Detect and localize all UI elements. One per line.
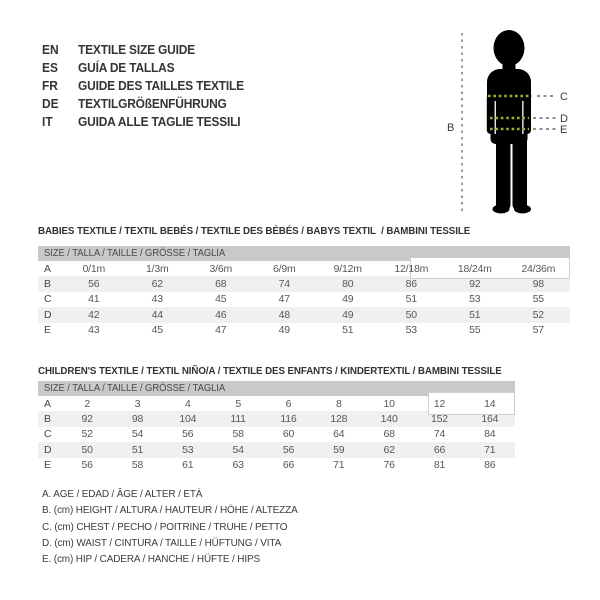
size-cell: 56: [81, 459, 93, 472]
size-cell: 61: [182, 459, 194, 472]
size-cell: 51: [405, 293, 417, 306]
size-cell: 104: [179, 413, 197, 426]
size-cell: 98: [131, 413, 144, 426]
size-cell: 54: [131, 428, 144, 441]
language-label: TEXTILE SIZE GUIDE: [78, 42, 195, 57]
table-row: [38, 458, 515, 473]
size-cell: 56: [88, 278, 100, 291]
size-cell: 76: [383, 459, 395, 472]
size-cell: 46: [215, 308, 227, 321]
table-row: [38, 396, 515, 411]
size-cell: 45: [215, 293, 227, 306]
size-cell: 43: [88, 324, 100, 337]
table-header-label: SIZE / TALLA / TAILLE / GRÖSSE / TAGLIA: [44, 248, 226, 259]
babies-table: [38, 246, 570, 338]
size-cell: 2: [84, 397, 90, 410]
language-label: GUIDE DES TAILLES TEXTILE: [78, 78, 244, 93]
language-row: [42, 41, 258, 59]
size-cell: 62: [151, 278, 163, 291]
language-label: GUÍA DE TALLAS: [78, 60, 175, 75]
size-cell: 68: [215, 278, 227, 291]
size-cell: 62: [383, 443, 395, 456]
legend-line: B. (cm) HEIGHT / ALTURA / HAUTEUR / HÖHE / ALTEZZA: [42, 504, 298, 517]
size-cell: 54: [232, 443, 244, 456]
language-code: EN: [42, 42, 59, 57]
size-cell: 47: [215, 324, 227, 337]
size-cell: 8: [335, 397, 342, 410]
silhouette-shape: [487, 30, 531, 214]
table-row: [38, 276, 570, 291]
size-cell: 53: [405, 324, 417, 337]
size-cell: 3/6m: [209, 262, 233, 275]
size-cell: 64: [333, 428, 345, 441]
size-cell: 92: [81, 413, 93, 426]
language-list: [42, 41, 258, 131]
size-cell: 58: [232, 428, 244, 441]
row-label: B: [44, 413, 52, 426]
language-code: DE: [42, 96, 59, 111]
language-code: ES: [42, 60, 58, 75]
table-row: [38, 442, 515, 457]
size-cell: 48: [278, 308, 290, 321]
size-cell: 51: [469, 308, 481, 321]
size-cell: 49: [278, 324, 290, 337]
size-cell: 84: [484, 428, 496, 441]
size-cell: 44: [151, 308, 163, 321]
table-body: [38, 396, 515, 473]
table-body: [38, 261, 570, 338]
size-cell: 80: [342, 278, 354, 291]
size-cell: 52: [81, 428, 93, 441]
size-cell: 12: [433, 397, 446, 410]
legend-line: E. (cm) HIP / CADERA / HANCHE / HÜFTE / HIPS: [42, 553, 261, 566]
legend-line: C. (cm) CHEST / PECHO / POITRINE / TRUHE / PETTO: [42, 520, 288, 533]
language-code: FR: [42, 78, 58, 93]
size-cell: 9/12m: [333, 262, 362, 275]
size-cell: 42: [88, 308, 100, 321]
size-cell: 59: [333, 443, 345, 456]
size-cell: 74: [433, 428, 446, 441]
size-cell: 66: [282, 459, 295, 472]
children-section-title: CHILDREN'S TEXTILE / TEXTIL NIÑO/A / TEXTILE DES ENFANTS / KINDERTEXTIL / BAMBINI TESSILE: [38, 365, 502, 377]
size-cell: 81: [433, 459, 446, 472]
size-cell: 56: [282, 443, 295, 456]
row-label: B: [44, 278, 52, 291]
child-silhouette-figure: [440, 25, 585, 225]
size-cell: 164: [481, 413, 499, 426]
row-label: A: [44, 397, 52, 410]
size-cell: 92: [469, 278, 481, 291]
chest-label: C: [560, 91, 568, 103]
children-table: [38, 381, 515, 473]
language-label: GUIDA ALLE TAGLIE TESSILI: [78, 114, 241, 129]
language-row: [42, 113, 258, 131]
language-row: [42, 59, 258, 77]
size-cell: 51: [131, 443, 144, 456]
size-cell: 50: [405, 308, 417, 321]
row-label: D: [44, 443, 52, 456]
size-cell: 45: [151, 324, 163, 337]
size-cell: 57: [532, 324, 544, 337]
row-label: A: [44, 262, 52, 275]
row-label: E: [44, 324, 52, 337]
size-cell: 66: [433, 443, 446, 456]
table-header-label: SIZE / TALLA / TAILLE / GRÖSSE / TAGLIA: [44, 383, 226, 394]
size-cell: 71: [484, 443, 496, 456]
size-cell: 50: [81, 443, 93, 456]
table-row: [38, 292, 570, 307]
language-row: [42, 95, 258, 113]
legend-line: D. (cm) WAIST / CINTURA / TAILLE / HÜFTUNG / VITA: [42, 536, 282, 549]
size-cell: 68: [383, 428, 395, 441]
size-cell: 111: [230, 413, 246, 426]
hip-label: E: [560, 124, 568, 136]
size-cell: 86: [405, 278, 417, 291]
table-row: [38, 427, 515, 442]
size-cell: 53: [182, 443, 194, 456]
size-cell: 12/18m: [394, 262, 429, 275]
size-cell: 49: [342, 308, 354, 321]
height-label: B: [447, 122, 455, 134]
size-cell: 56: [182, 428, 194, 441]
size-cell: 152: [431, 413, 448, 426]
size-cell: 41: [88, 293, 100, 306]
size-cell: 140: [380, 413, 398, 426]
size-cell: 4: [185, 397, 191, 410]
row-label: D: [44, 308, 52, 321]
size-cell: 116: [280, 413, 297, 426]
size-cell: 74: [278, 278, 290, 291]
size-cell: 49: [342, 293, 354, 306]
size-cell: 55: [532, 293, 544, 306]
size-cell: 52: [532, 308, 544, 321]
size-cell: 128: [330, 413, 348, 426]
language-code: IT: [42, 114, 53, 129]
waist-label: D: [560, 113, 568, 125]
size-cell: 6: [285, 397, 292, 410]
row-label: C: [44, 293, 52, 306]
size-cell: 24/36m: [521, 262, 556, 275]
size-cell: 3: [134, 397, 141, 410]
size-cell: 0/1m: [82, 262, 106, 275]
size-cell: 51: [342, 324, 354, 337]
legend-line: A. AGE / EDAD / ÂGE / ALTER / ETÀ: [42, 488, 203, 500]
row-label: E: [44, 459, 52, 472]
language-row: [42, 77, 258, 95]
size-cell: 47: [278, 293, 290, 306]
size-cell: 55: [469, 324, 481, 337]
size-cell: 60: [282, 428, 295, 441]
table-row: [38, 307, 570, 322]
babies-section-title: BABIES TEXTILE / TEXTIL BEBÉS / TEXTILE DES BÉBÉS / BABYS TEXTIL / BAMBINI TESSILE: [38, 225, 471, 237]
size-cell: 58: [131, 459, 144, 472]
size-cell: 98: [532, 278, 544, 291]
size-cell: 63: [232, 459, 244, 472]
size-cell: 43: [151, 293, 163, 306]
table-row: [38, 323, 570, 338]
size-cell: 14: [484, 397, 496, 410]
size-cell: 53: [469, 293, 481, 306]
size-cell: 10: [383, 397, 395, 410]
size-cell: 86: [484, 459, 496, 472]
table-row: [38, 411, 515, 426]
language-label: TEXTILGRÖßENFÜHRUNG: [78, 96, 227, 111]
legend-list: [42, 486, 311, 567]
table-row: [38, 261, 570, 276]
row-label: C: [44, 428, 52, 441]
size-cell: 1/3m: [145, 262, 169, 275]
size-cell: 5: [235, 397, 241, 410]
size-cell: 71: [333, 459, 345, 472]
size-cell: 18/24m: [457, 262, 492, 275]
size-cell: 6/9m: [272, 262, 296, 275]
